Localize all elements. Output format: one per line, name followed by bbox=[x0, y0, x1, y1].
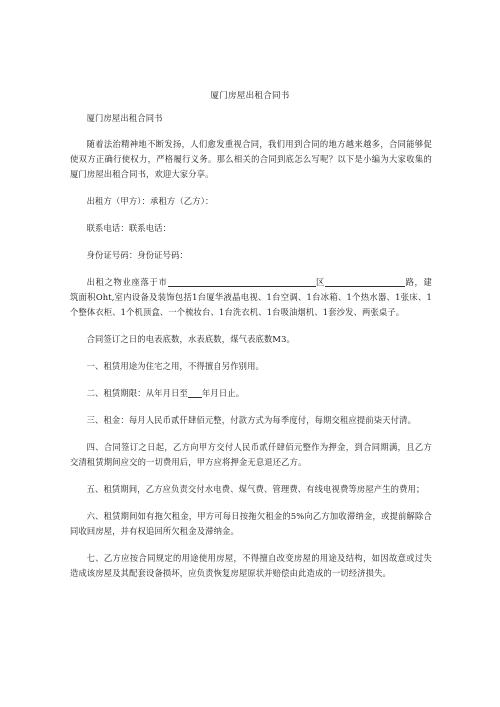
property-city-label: 出租之物业座落于市 bbox=[86, 277, 168, 287]
property-paragraph bbox=[70, 275, 432, 320]
clause-rent: 三、租金：每月人民币贰仟肆佰元整，付款方式为每季度付，每期交租应提前柒天付清。 bbox=[86, 415, 417, 425]
district-blank bbox=[325, 276, 405, 287]
document-subtitle: 厦门房屋出租合同书 bbox=[86, 113, 163, 123]
property-district-label: 区 bbox=[315, 277, 326, 287]
id-number-line: 身份证号码：身份证号码： bbox=[86, 250, 188, 260]
document-body bbox=[70, 111, 432, 593]
clause-term-start: 二、租赁期限：从年月日至 bbox=[86, 388, 188, 398]
document-title: 厦门房屋出租合同书 bbox=[210, 91, 290, 101]
clause-term bbox=[70, 386, 432, 401]
term-blank bbox=[188, 387, 202, 398]
clause-late-payment: 六、租赁期间如有拖欠租金，甲方可每日按拖欠租金的5%向乙方加收滞纳金，或提前解除合同收回房屋，并有权追回所欠租金及滞纳金。 bbox=[70, 511, 432, 536]
clause-fees: 五、租赁期间，乙方应负责交付水电费、煤气费、管理费、有线电视费等房屋产生的费用； bbox=[86, 484, 425, 494]
clause-deposit: 四、合同签订之日起，乙方向甲方交付人民币贰仟肆佰元整作为押金，到合同期满，且乙方交清租赁期间应交的一切费用后，甲方应将押金无息退还乙方。 bbox=[70, 442, 432, 467]
intro-paragraph: 随着法治精神地不断发扬，人们愈发重视合同，我们用到合同的地方越来越多，合同能够促使双方正确行使权力，严格履行义务。那么相关的合同到底怎么写呢？以下是小编为大家收集的厦门房屋出租合同书，欢迎大家分享。 bbox=[70, 139, 432, 179]
phone-line: 联系电话：联系电话： bbox=[86, 223, 172, 233]
clause-proper-use: 七、乙方应按合同规定的用途使用房屋，不得擅自改变房屋的用途及结构，如因故意或过失造成该房屋及其配套设备损坏，应负责恢复房屋原状并赔偿由此造成的一切经济损失。 bbox=[70, 553, 432, 578]
clause-term-end: 年月日止。 bbox=[201, 388, 245, 398]
meter-paragraph: 合同签订之日的电表底数，水表底数，煤气表底数M3。 bbox=[86, 334, 295, 344]
property-description: 路，建筑面积Oht,室内设备及装饰包括1台厦华液晶电视、1台空调、1台冰箱、1个热水器、1张床、1个整体衣柜、1个机顶盒、一个梳妆台、1台洗衣机、1台吸油烟机、1套沙发、两张桌子。 bbox=[70, 277, 432, 317]
clause-usage: 一、租赁用途为住宅之用，不得擅自另作别用。 bbox=[86, 361, 264, 371]
parties-line: 出租方（甲方）：承租方（乙方）： bbox=[86, 196, 214, 206]
city-blank bbox=[168, 276, 316, 287]
